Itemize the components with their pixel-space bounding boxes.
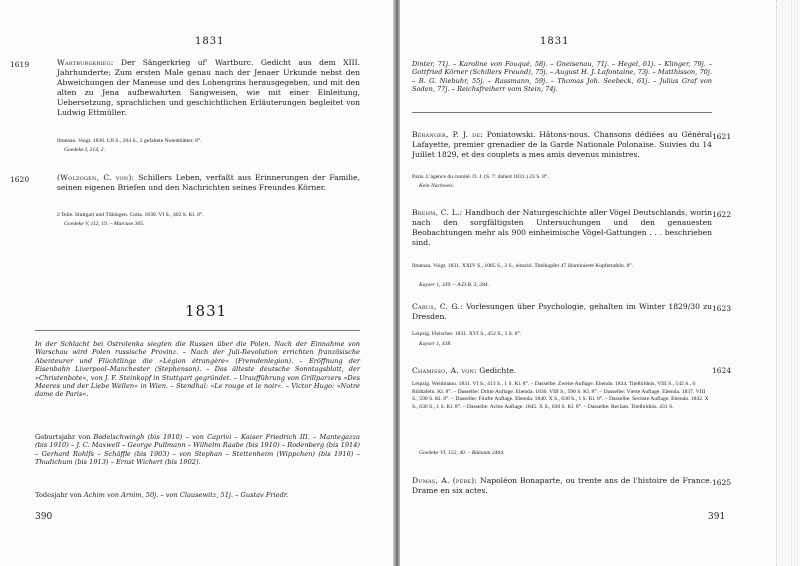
entry-1619-reference: Goedeke I, 214, 2. (64, 147, 106, 153)
entry-1625-author: Dumas, A. (père): (412, 476, 478, 485)
rule-divider (412, 112, 712, 113)
deaths-list: Achim von Arnim, 50j. – von Clausewitz, 51j. – Gustav Friedr. (81, 491, 289, 499)
book-gutter (393, 0, 400, 566)
entry-1624-author: Chamisso, A. von: (412, 366, 477, 375)
page-number: 391 (708, 512, 726, 522)
entry-1623-text (412, 302, 712, 322)
entry-number-1623: 1623 (712, 304, 732, 313)
entry-1623-author: Carus, C. G.: (412, 302, 463, 311)
births-label: Geburtsjahr von (35, 433, 91, 441)
page-header: 1831 (195, 36, 225, 47)
entry-1620-author: (Wolzogen, C. von): (57, 173, 135, 182)
entry-1621-publication: Paris. L'agence du comité. O. J. (S. 7: datiert 1831.) 23 S. 8°. (412, 174, 549, 180)
entry-1620-title: Schillers Leben, verfaßt aus Erinnerungen der Familie, seinen eigenen Briefen und den Nachrichten seines Freundes Körner. (57, 173, 360, 192)
year-heading: 1831 (185, 302, 228, 320)
entry-1623-reference: Kayser 1, 418. (419, 341, 452, 347)
entry-1623-title: Vorlesungen über Psychologie, gehalten im Winter 1829/30 zu Dresden. (412, 302, 712, 321)
entry-1622-title: Handbuch der Naturgeschichte aller Vögel Deutschlands, worin nach den sorgfältigsten Untersuchungen und den genauesten Beobachtungen mehr als 900 einheimische Vögel-Gattungen . . . beschrieben sind. (412, 208, 712, 247)
entry-1625-title: Napoléon Bonaparte, ou trente ans de l'histoire de France. Drame en six actes. (412, 476, 712, 495)
entry-1621-author: Béranger, P. J. de: (412, 130, 484, 139)
right-page (400, 0, 800, 566)
entry-number-1622: 1622 (712, 210, 732, 219)
entry-1622-reference: Kayser 1, 339. – A.D.B. 3, 284. (419, 282, 489, 288)
entry-1620-reference: Goedeke V, 112, 19. – Marcuse 305. (64, 221, 145, 227)
entry-1623-publication: Leipzig. Fleischer. 1831. XVI S., 452 S., 1 S. 8°. (412, 331, 522, 337)
entry-1622-text (412, 208, 712, 248)
entry-number-1624: 1624 (712, 366, 732, 375)
chronicle-births (35, 433, 360, 467)
entry-1624-reference: Goedeke VI, 152, 40. – Rümann 2464. (419, 450, 505, 456)
page-edge-shadow (776, 0, 800, 566)
entry-1625-text (412, 476, 712, 496)
entry-1619-publication: Ilmenau. Voigt. 1830. LII S., 204 S., 2 gefaltete Notenblätter. 8°. (57, 138, 202, 144)
chronicle-deaths-continued: Dinter, 71j. – Karoline von Fouqué, 58j. – Gneisenau, 71j. – Hegel, 61j. – Klinger, 79j. – Gottfried Körner (Schillers Freund), 75j. – August H. J. Lafontaine, 73j. – Matthisson, 70j. – B. G. Niebuhr, 55j. – Rassmann, 59j. – Thomas Joh. Seebeck, 61j. – Julius Graf von Soden, 77j. – Reichsfreiherr vom Stein, 74j. (412, 60, 712, 94)
page-number: 390 (35, 512, 53, 522)
deaths-label: Todesjahr von (35, 491, 82, 499)
entry-1619-text (57, 58, 360, 117)
entry-1619-title: Der Sängerkrieg uf' Wartburc. Gedicht aus dem XIII. Jahrhunderte; Zum ersten Male genau nach der Jenaer Urkunde nebst den Abweichungen der Manesse und des Lohengrins herausgegeben, und mit den alten zu Jena aufbewahrten Sangweisen, wie mit einer Einleitung, Uebersetzung, sprachlichen und geschichtlichen Erläuterungen begleitet von Ludwig Ettmüller. (57, 58, 360, 117)
entry-1621-title: Poniatowski. Hâtons-nous. Chansons dédiées au Général Lafayette, premier grenadier de la Garde Nationale Polonaise. Suivies du 14 Juillet 1829, et des couplets a mes amis devenus ministres. (412, 130, 713, 159)
rule-divider (35, 330, 360, 331)
left-page (0, 0, 393, 566)
entry-number-1621: 1621 (712, 132, 732, 141)
chronicle-events: In der Schlacht bei Ostrolenka siegten die Russen über die Polen. Nach der Einnahme von Warschau wird Polen russische Provinz. – Nach der Juli-Revolution errichten französische Abenteurer und Flüchtlinge die »Légion étrangère« (Fremdenlegion). – Eröffnung der Eisenbahn Liverpool–Manchester (Stephenson). – Das älteste deutsche Sonntagsblatt, der »Christenbote«, von J. F. Steinkopf in Stuttgart gegründet. – Uraufführung von Grillparzers »Des Meeres und der Liebe Wellen« in Wien. – Stendhal: »Le rouge et le noir«. – Victor Hugo: »Notre dame de Paris«. (35, 340, 360, 399)
entry-number-1625: 1625 (712, 478, 732, 487)
entry-1624-text (412, 366, 712, 376)
entry-1620-publication: 2 Teile. Stuttgart und Tübingen. Cotta. 1830. VI S., 402 S. Kl. 8°. (57, 212, 204, 218)
entry-number-1620: 1620 (10, 175, 30, 184)
entry-1621-text (412, 130, 712, 160)
entry-1624-publication: Leipzig. Weidmann. 1831. VI S., 413 S., 1 S. Kl. 8°. – Dasselbe: Zweite Auflage. Ebenda. 1834. Titelbildnis, VIII S., 542 S., 6 Bildtafeln. Kl. 8°. – Dasselbe: Dritte Auflage. Ebenda. 1836. VIII S., 590 S. Kl. 8°. – Dasselbe: Vierte Auflage. Ebenda. 1837. VIII S., 590 S. Kl. 8°. – Dasselbe: Fünfte Auflage. Ebenda. 1840. X S., 630 S., 1 S. Kl. 8°. – Dasselbe: Sechste Auflage. Ebenda. 1842. X S., 630 S., 1 S. Kl. 8°. – Dasselbe: Achte Auflage. 1845. X S., 630 S. Kl. 8°. – Dasselbe: Reclam. Titelbildnis. 431 S. (412, 381, 709, 410)
entry-number-1619: 1619 (10, 60, 30, 69)
page-header: 1831 (540, 36, 570, 47)
chronicle-deaths (35, 491, 360, 499)
entry-1622-author: Brehm, C. L.: (412, 208, 463, 217)
entry-1620-text (57, 173, 360, 193)
entry-1624-title: Gedichte. (476, 366, 517, 375)
entry-1619-author: Wartburgkrieg: (57, 58, 114, 67)
entry-1622-publication: Ilmenau. Voigt. 1831. XXIV S., 1085 S., 3 S., einschl. Titelkupfer 47 illuminierte Kupfertafeln. 8°. (412, 263, 633, 269)
births-list: Bodelschwingh (bis 1910) – von Caprivi – Kaiser Friedrich III. – Mantegazza (bis 1910) – J. C. Maxwell – George Pullmann – Wilhelm Raabe (bis 1910) – Rodenberg (bis 1914) – Gerhard Rohlfs – Schäffle (bis 1903) – von Stephan – Stettenheim (Wippchen) (bis 1916) – Thudichum (bis 1913) – Ernst Wichert (bis 1902). (35, 433, 360, 467)
entry-1621-reference: Kein Nachweis. (419, 183, 455, 189)
